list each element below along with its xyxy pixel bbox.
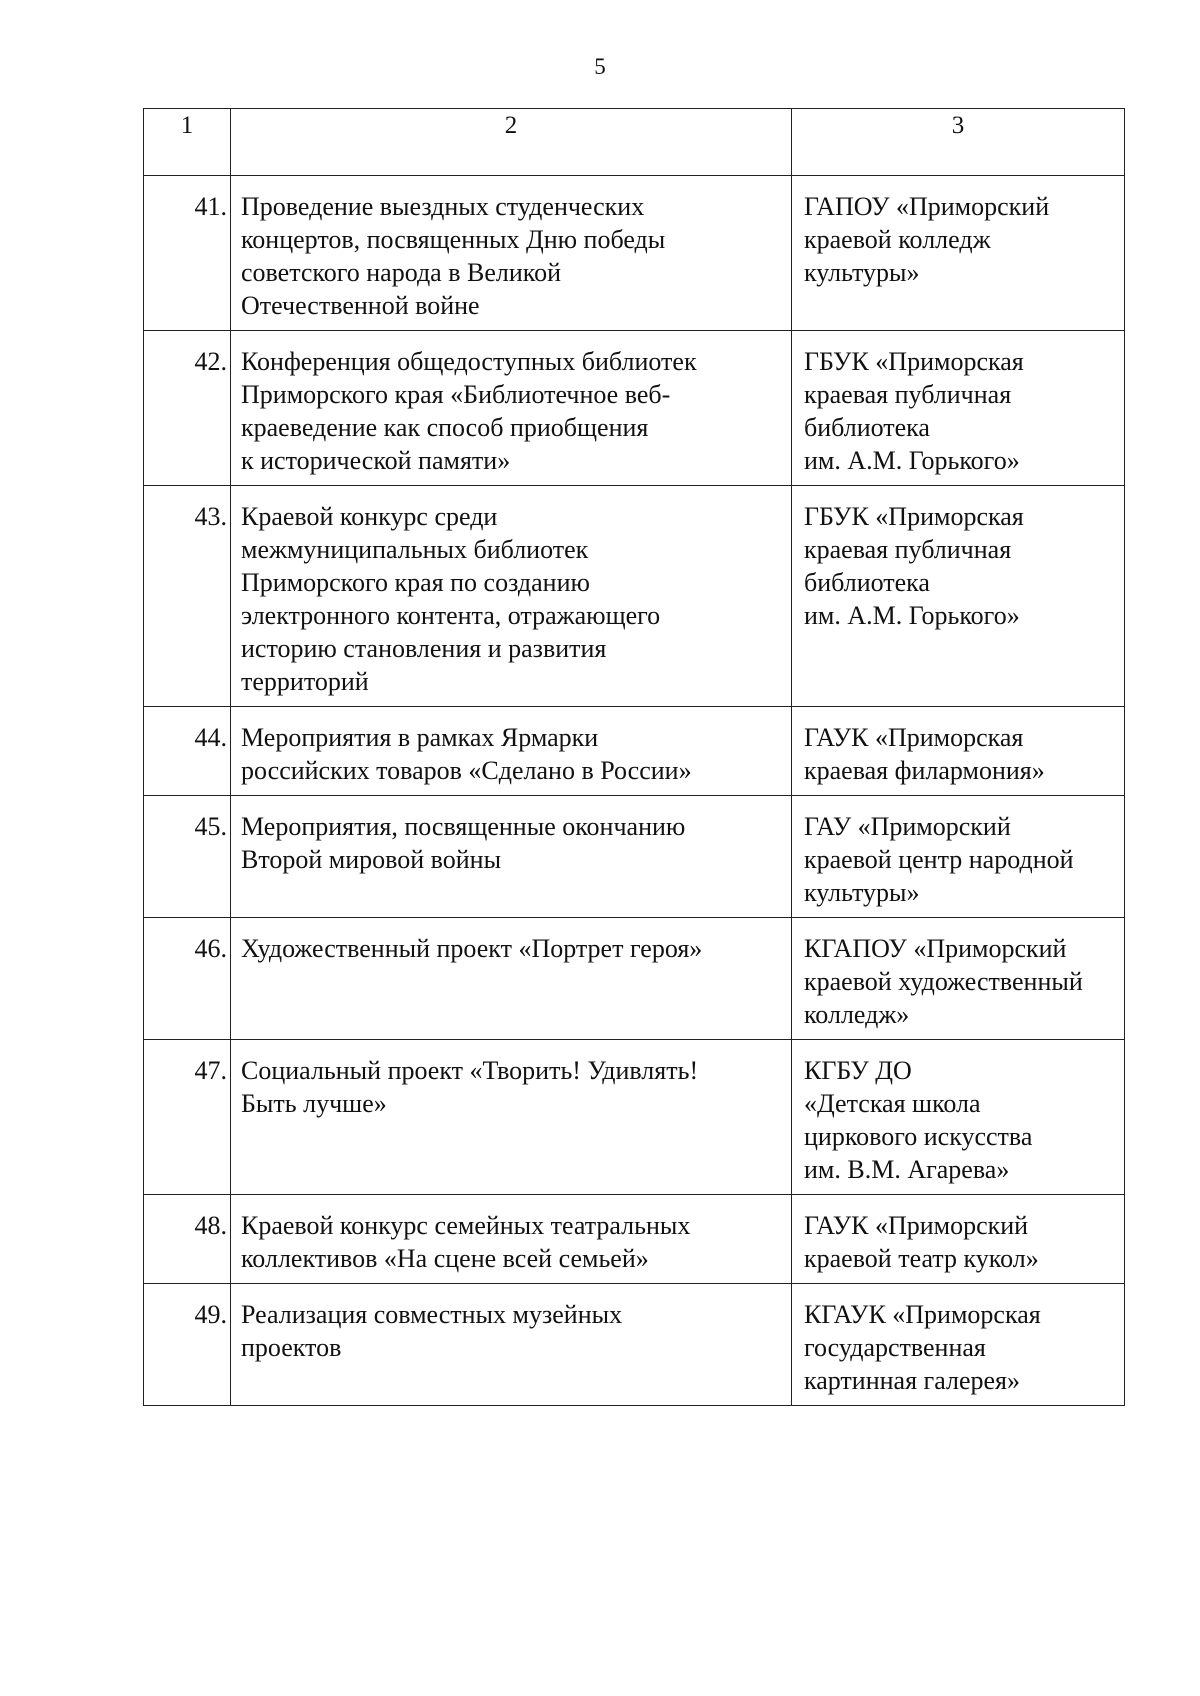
organization-line: культуры» — [804, 258, 920, 287]
event-cell — [231, 486, 792, 707]
event-line: историю становления и развития — [241, 634, 607, 663]
row-number: 45. — [144, 796, 231, 918]
event-line: Быть лучше» — [241, 1089, 387, 1118]
event-line: Краевой конкурс среди — [241, 502, 498, 531]
table-row — [144, 486, 1125, 707]
event-line: Социальный проект «Творить! Удивлять! — [241, 1056, 699, 1085]
organization-line: им. А.М. Горького» — [804, 601, 1020, 630]
organization-line: «Детская школа — [804, 1089, 981, 1118]
organization-line: ГАУК «Приморская — [804, 723, 1024, 752]
organization-line: ГБУК «Приморская — [804, 502, 1024, 531]
organization-cell — [792, 1195, 1125, 1284]
event-line: Художественный проект «Портрет героя» — [241, 934, 703, 963]
row-number: 43. — [144, 486, 231, 707]
row-number: 42. — [144, 331, 231, 486]
row-number: 46. — [144, 918, 231, 1040]
organization-line: культуры» — [804, 878, 920, 907]
table-row — [144, 918, 1125, 1040]
event-line: Второй мировой войны — [241, 845, 502, 874]
event-line: Проведение выездных студенческих — [241, 192, 645, 221]
organization-cell — [792, 1040, 1125, 1195]
event-line: межмуниципальных библиотек — [241, 535, 589, 564]
event-cell — [231, 796, 792, 918]
event-line: Отечественной войне — [241, 291, 480, 320]
event-line: коллективов «На сцене всей семьей» — [241, 1244, 649, 1273]
organization-line: КГАУК «Приморская — [804, 1300, 1041, 1329]
organization-line: ГБУК «Приморская — [804, 347, 1024, 376]
organization-cell — [792, 176, 1125, 331]
event-cell — [231, 1284, 792, 1406]
organization-line: КГАПОУ «Приморский — [804, 934, 1067, 963]
row-number: 48. — [144, 1195, 231, 1284]
table-header — [144, 109, 1125, 176]
event-cell — [231, 1195, 792, 1284]
header-col-3: 3 — [792, 109, 1125, 176]
table-row — [144, 796, 1125, 918]
organization-line: краевая филармония» — [804, 756, 1045, 785]
organization-line: краевая публичная — [804, 535, 1012, 564]
organization-line: ГАПОУ «Приморский — [804, 192, 1050, 221]
table-row — [144, 1040, 1125, 1195]
organization-line: им. А.М. Горького» — [804, 446, 1020, 475]
event-line: Реализация совместных музейных — [241, 1300, 623, 1329]
organization-line: КГБУ ДО — [804, 1056, 912, 1085]
event-cell — [231, 918, 792, 1040]
event-line: Приморского края по созданию — [241, 568, 590, 597]
organization-line: краевой театр кукол» — [804, 1244, 1039, 1273]
event-line: Конференция общедоступных библиотек — [241, 347, 697, 376]
row-number: 49. — [144, 1284, 231, 1406]
event-line: Мероприятия, посвященные окончанию — [241, 812, 686, 841]
organization-line: ГАУК «Приморский — [804, 1211, 1029, 1240]
organization-cell — [792, 486, 1125, 707]
row-number: 41. — [144, 176, 231, 331]
table-row — [144, 331, 1125, 486]
event-line: электронного контента, отражающего — [241, 601, 661, 630]
row-number: 47. — [144, 1040, 231, 1195]
table-body — [144, 176, 1125, 1406]
event-line: краеведение как способ приобщения — [241, 413, 649, 442]
table-row — [144, 1284, 1125, 1406]
event-cell — [231, 331, 792, 486]
event-line: концертов, посвященных Дню победы — [241, 225, 666, 254]
organization-line: библиотека — [804, 568, 930, 597]
organization-line: государственная — [804, 1333, 986, 1362]
organization-cell — [792, 796, 1125, 918]
event-cell — [231, 707, 792, 796]
page-number: 5 — [594, 54, 606, 79]
organization-line: библиотека — [804, 413, 930, 442]
header-col-2: 2 — [231, 109, 792, 176]
table-row — [144, 1195, 1125, 1284]
organization-cell — [792, 707, 1125, 796]
events-table — [143, 108, 1125, 1406]
header-row — [144, 109, 1125, 176]
event-line: территорий — [241, 667, 369, 696]
event-cell — [231, 176, 792, 331]
event-line: Приморского края «Библиотечное веб- — [241, 380, 671, 409]
organization-line: краевой центр народной — [804, 845, 1074, 874]
organization-line: краевой художественный — [804, 967, 1083, 996]
event-line: советского народа в Великой — [241, 258, 561, 287]
event-cell — [231, 1040, 792, 1195]
organization-cell — [792, 918, 1125, 1040]
organization-line: ГАУ «Приморский — [804, 812, 1011, 841]
event-line: к исторической памяти» — [241, 446, 511, 475]
event-line: Краевой конкурс семейных театральных — [241, 1211, 691, 1240]
row-number: 44. — [144, 707, 231, 796]
event-line: российских товаров «Сделано в России» — [241, 756, 692, 785]
header-col-1: 1 — [144, 109, 231, 176]
organization-line: колледж» — [804, 1000, 910, 1029]
table-row — [144, 176, 1125, 331]
organization-cell — [792, 331, 1125, 486]
organization-line: картинная галерея» — [804, 1366, 1020, 1395]
organization-line: им. В.М. Агарева» — [804, 1155, 1010, 1184]
table-row — [144, 707, 1125, 796]
organization-line: краевая публичная — [804, 380, 1012, 409]
event-line: Мероприятия в рамках Ярмарки — [241, 723, 599, 752]
event-line: проектов — [241, 1333, 342, 1362]
organization-cell — [792, 1284, 1125, 1406]
organization-line: краевой колледж — [804, 225, 991, 254]
organization-line: циркового искусства — [804, 1122, 1033, 1151]
